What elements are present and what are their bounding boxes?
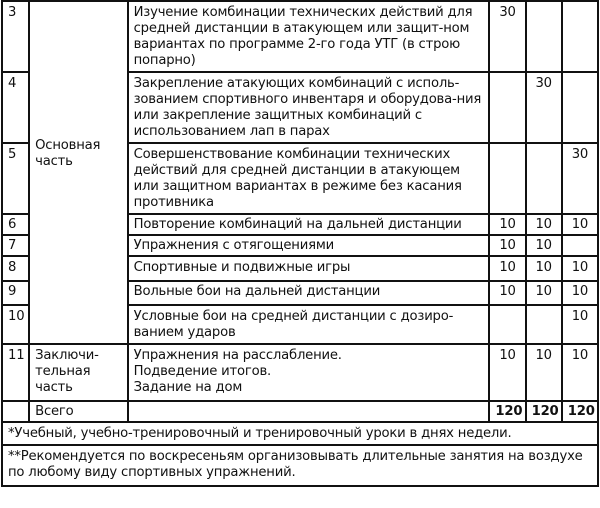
value-day-3: 30 [562,143,598,214]
value-day-1: 10 [489,214,525,235]
total-label: Всего [29,401,127,422]
row-number: 9 [2,281,29,305]
value-day-3: 10 [562,256,598,281]
row-number: 3 [2,1,29,72]
value-day-1 [489,305,525,344]
row-number: 6 [2,214,29,235]
exercise-line: Задание на дом [133,380,243,395]
total-day-1: 120 [489,401,525,422]
footnote-2: **Рекомендуется по воскресеньям организовывать длительные занятия на воздухе по любому виду спортивных упражнений. [2,445,598,486]
exercise-description: Повторение комбинаций на дальней дистанции [128,214,490,235]
row-number: 5 [2,143,29,214]
value-day-1 [489,143,525,214]
exercise-line: Упражнения на расслабление. [133,348,342,363]
part-main-label: Основная часть [35,138,101,169]
value-day-2: 10 [526,344,562,401]
value-day-2: 10 [526,256,562,281]
total-day-2: 120 [526,401,562,422]
exercise-description: Вольные бои на дальней дистанции [128,281,490,305]
value-day-2: 10 [526,281,562,305]
footnote-1: *Учебный, учебно-тренировочный и тренировочный уроки в днях недели. [2,422,598,445]
exercise-description [128,344,490,401]
value-day-2 [526,143,562,214]
table-row [2,1,598,72]
part-main-cell [29,1,127,344]
value-day-1 [489,72,525,143]
row-number: 4 [2,72,29,143]
value-day-1: 10 [489,344,525,401]
total-day-3: 120 [562,401,598,422]
value-day-3 [562,72,598,143]
value-day-1: 30 [489,1,525,72]
row-number: 11 [2,344,29,401]
exercise-description: Спортивные и подвижные игры [128,256,490,281]
value-day-3: 10 [562,305,598,344]
value-day-1: 10 [489,256,525,281]
note-row [2,422,598,445]
value-day-3 [562,235,598,256]
table-row [2,344,598,401]
value-day-3: 10 [562,214,598,235]
row-number: 8 [2,256,29,281]
value-day-3 [562,1,598,72]
exercise-description: Закрепление атакующих комбинаций с исполь-зованием спортивного инвентаря и оборудова-ния или закрепление защитных комбинаций с использованием лап в парах [128,72,490,143]
value-day-2: 30 [526,72,562,143]
exercise-description: Изучение комбинации технических действий для средней дистанции в атакующем или защит-ном вариантах по программе 2-го года УТГ (в строю попарно) [128,1,490,72]
value-day-1: 10 [489,281,525,305]
value-day-1: 10 [489,235,525,256]
value-day-2 [526,305,562,344]
exercise-description: Упражнения с отягощениями [128,235,490,256]
training-plan-table [1,0,599,487]
row-number: 10 [2,305,29,344]
total-row [2,401,598,422]
total-num-cell [2,401,29,422]
value-day-3: 10 [562,281,598,305]
note-row [2,445,598,486]
row-number: 7 [2,235,29,256]
part-final-label: Заключи-тельная часть [35,348,99,395]
value-day-2: 10 [526,214,562,235]
exercise-description: Условные бои на средней дистанции с дозиро-ванием ударов [128,305,490,344]
total-desc-cell [128,401,490,422]
part-final-cell [29,344,127,401]
value-day-3: 10 [562,344,598,401]
value-day-2 [526,1,562,72]
value-day-2: 10 [526,235,562,256]
exercise-description: Совершенствование комбинации технических действий для средней дистанции в атакующем или защитном вариантах в режиме без касания противника [128,143,490,214]
exercise-line: Подведение итогов. [133,364,272,379]
